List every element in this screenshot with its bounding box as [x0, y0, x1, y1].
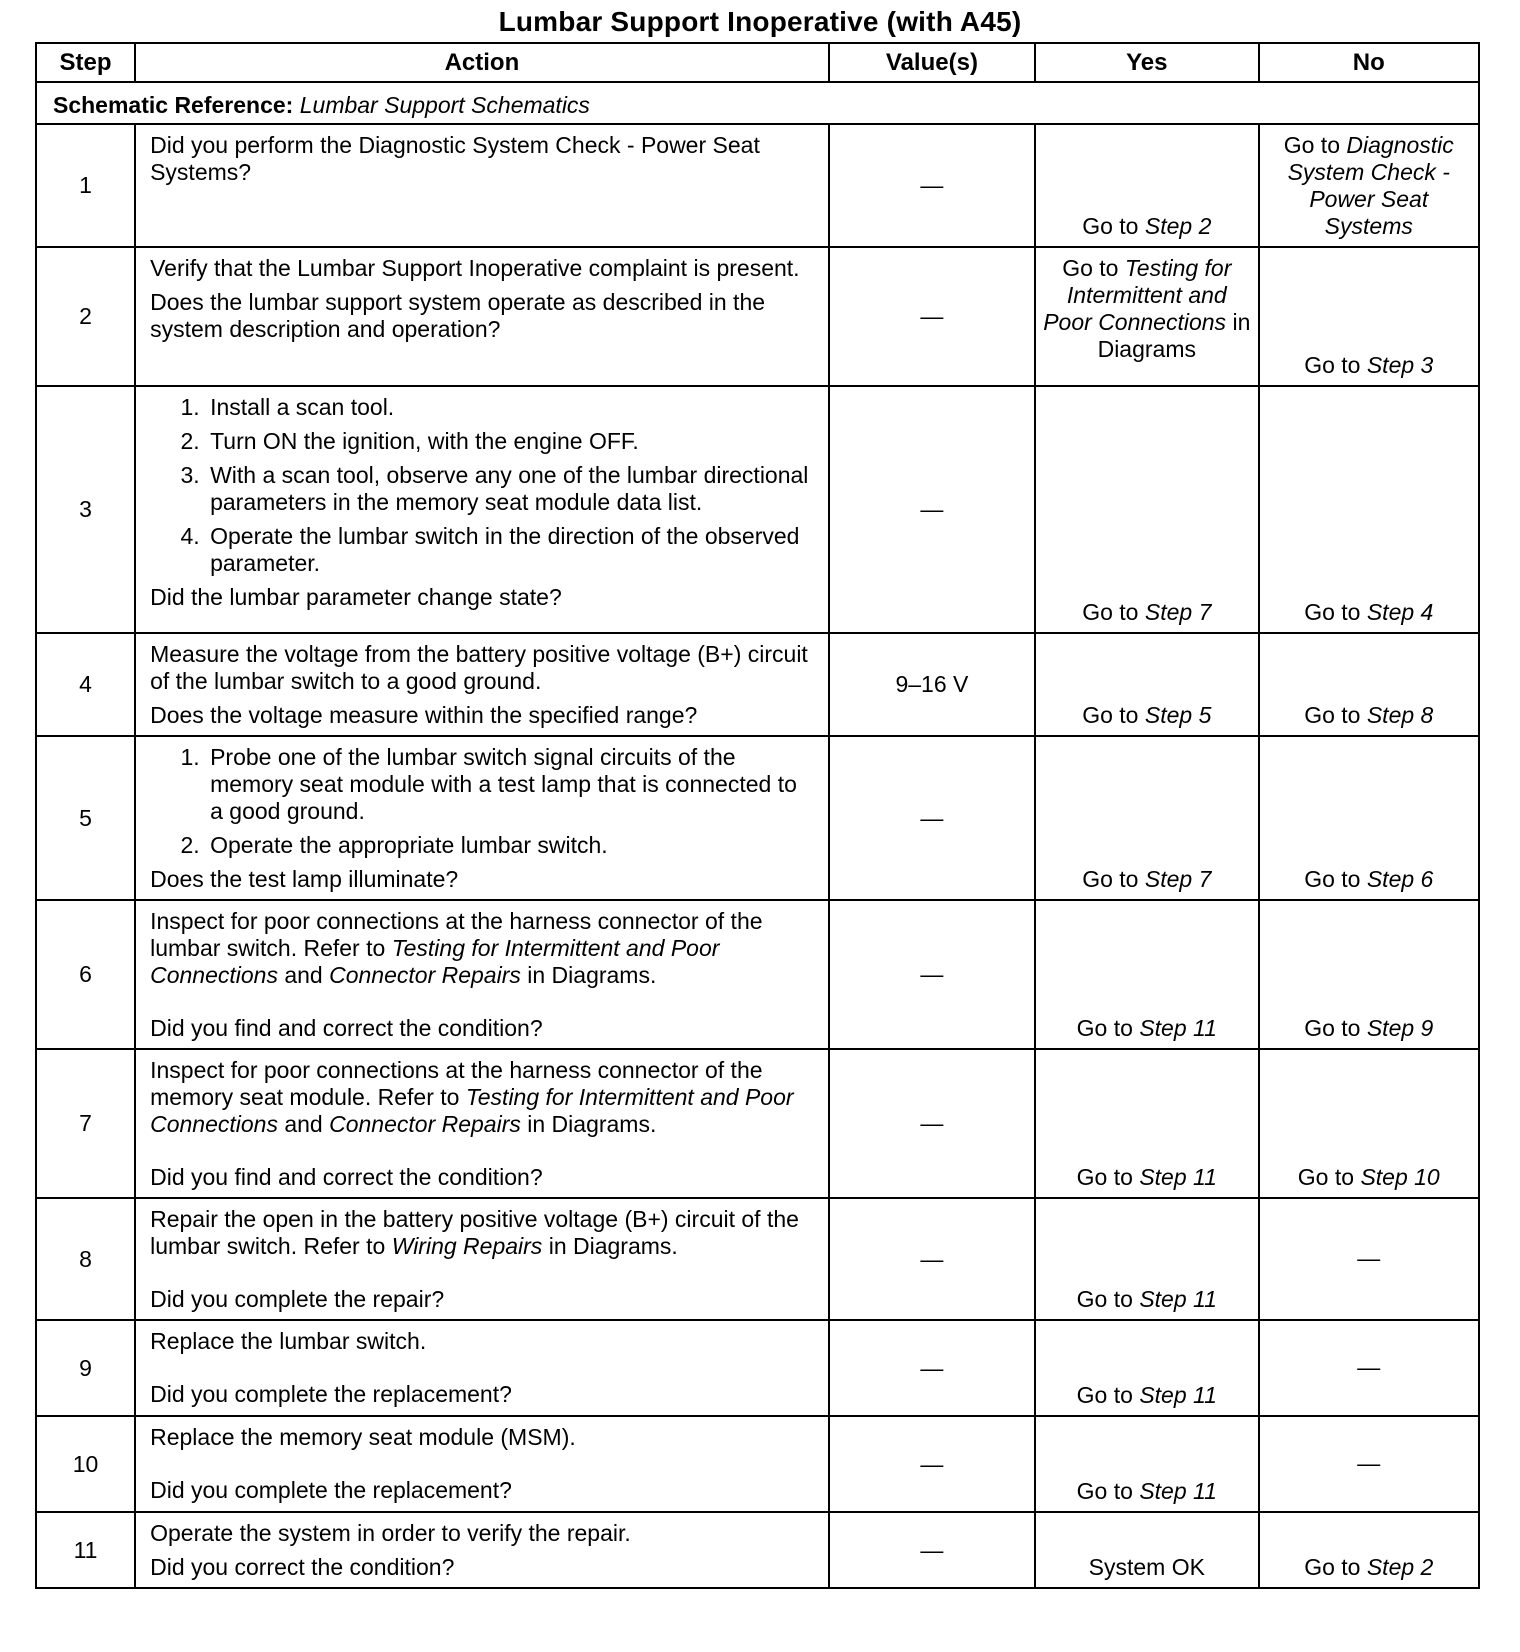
list-item: 1. Install a scan tool. [206, 394, 816, 421]
in-diagrams-text: in Diagrams. [548, 1233, 678, 1259]
no-link[interactable]: Step 2 [1366, 1554, 1434, 1580]
goto-label: Go to [1076, 1382, 1133, 1408]
yes-link[interactable]: Step 11 [1139, 1478, 1217, 1504]
schematic-reference [36, 82, 1479, 124]
value-cell: — [829, 1512, 1035, 1588]
yes-cell [1035, 900, 1258, 1049]
list-item: 3. With a scan tool, observe any one of the lumbar directional parameters in the memory seat module data list. [206, 462, 816, 516]
yes-cell [1035, 1320, 1258, 1416]
step-number: 6 [36, 900, 135, 1049]
action-cell [135, 124, 829, 247]
no-cell [1259, 1512, 1479, 1588]
yes-cell [1035, 1049, 1258, 1198]
step-number: 5 [36, 736, 135, 900]
action-question: Does the test lamp illuminate? [150, 866, 459, 892]
no-link[interactable]: Step 6 [1366, 866, 1434, 892]
action-cell [135, 900, 829, 1049]
yes-cell [1035, 386, 1258, 633]
reference-link[interactable]: Connector Repairs [329, 1111, 521, 1137]
action-text: Verify that the Lumbar Support Inoperative complaint is present. [150, 255, 800, 281]
goto-label: Go to [1082, 599, 1139, 625]
table-row [36, 247, 1479, 386]
and-text: and [284, 1111, 323, 1137]
reference-link[interactable]: Testing for Intermittent and Poor Connections [150, 1084, 794, 1137]
step-number: 9 [36, 1320, 135, 1416]
no-link[interactable]: Step 3 [1366, 352, 1434, 378]
value-cell: — [829, 1320, 1035, 1416]
goto-label: Go to [1304, 866, 1361, 892]
goto-label: Go to [1283, 132, 1340, 158]
table-row [36, 124, 1479, 247]
yes-cell [1035, 124, 1258, 247]
table-row [36, 633, 1479, 736]
value-cell: — [829, 1416, 1035, 1512]
table-row [36, 1049, 1479, 1198]
no-cell: — [1259, 1416, 1479, 1512]
header-values: Value(s) [829, 43, 1035, 82]
yes-cell [1035, 1416, 1258, 1512]
action-question: Did you complete the repair? [150, 1286, 445, 1312]
step-number: 3 [36, 386, 135, 633]
action-cell [135, 633, 829, 736]
and-text: and [284, 962, 323, 988]
list-item: 1. Probe one of the lumbar switch signal circuits of the memory seat module with a test lamp that is connected to a good ground. [206, 744, 816, 825]
value-cell: — [829, 900, 1035, 1049]
goto-label: Go to [1076, 1286, 1133, 1312]
action-text-lead: Inspect for poor connections at the harness connector of the lumbar switch. Refer to [150, 908, 763, 961]
in-diagrams-text: in Diagrams. [527, 1111, 657, 1137]
action-question: Did you complete the replacement? [150, 1477, 512, 1503]
goto-label: Go to [1304, 1015, 1361, 1041]
action-question: Did you correct the condition? [150, 1554, 455, 1580]
action-text-lead: Inspect for poor connections at the harness connector of the memory seat module. Refer to [150, 1057, 763, 1110]
no-link[interactable]: Diagnostic System Check - Power Seat Systems [1287, 132, 1454, 239]
action-text: Operate the system in order to verify the repair. [150, 1520, 631, 1546]
action-text: Did you perform the Diagnostic System Check - Power Seat Systems? [150, 132, 760, 185]
goto-label: Go to [1304, 702, 1361, 728]
no-link[interactable]: Step 8 [1366, 702, 1434, 728]
goto-label: Go to [1082, 866, 1139, 892]
action-text [150, 1206, 816, 1260]
no-link[interactable]: Step 10 [1360, 1164, 1440, 1190]
in-diagrams-text: in Diagrams. [527, 962, 657, 988]
action-cell [135, 1198, 829, 1320]
action-text [150, 1057, 816, 1138]
list-item: 2. Turn ON the ignition, with the engine OFF. [206, 428, 816, 455]
action-question: Did you complete the replacement? [150, 1381, 512, 1407]
step-number: 4 [36, 633, 135, 736]
table-row [36, 1320, 1479, 1416]
yes-cell: System OK [1035, 1512, 1258, 1588]
yes-link[interactable]: Step 11 [1139, 1015, 1217, 1041]
goto-label: Go to [1082, 702, 1139, 728]
page-title: Lumbar Support Inoperative (with A45) [498, 6, 1022, 37]
yes-link[interactable]: Step 7 [1144, 599, 1212, 625]
value-cell: 9–16 V [829, 633, 1035, 736]
header-yes: Yes [1035, 43, 1258, 82]
value-cell: — [829, 1049, 1035, 1198]
goto-label: Go to [1304, 599, 1361, 625]
no-cell [1259, 386, 1479, 633]
yes-cell [1035, 247, 1258, 386]
header-step: Step [36, 43, 135, 82]
action-cell [135, 1320, 829, 1416]
no-link[interactable]: Step 9 [1366, 1015, 1434, 1041]
goto-label: Go to [1062, 255, 1119, 281]
no-cell: — [1259, 1320, 1479, 1416]
goto-label: Go to [1076, 1478, 1133, 1504]
table-row [36, 736, 1479, 900]
yes-suffix: in Diagrams [1097, 309, 1251, 362]
header-no: No [1259, 43, 1479, 82]
goto-label: Go to [1304, 1554, 1361, 1580]
yes-cell [1035, 736, 1258, 900]
no-link[interactable]: Step 4 [1366, 599, 1434, 625]
action-cell [135, 736, 829, 900]
yes-cell [1035, 1198, 1258, 1320]
action-cell [135, 1512, 829, 1588]
yes-link[interactable]: Step 2 [1144, 213, 1212, 239]
action-text: Replace the lumbar switch. [150, 1328, 427, 1354]
header-action: Action [135, 43, 829, 82]
goto-label: Go to [1304, 352, 1361, 378]
yes-link[interactable]: Step 11 [1139, 1164, 1217, 1190]
action-question: Did the lumbar parameter change state? [150, 584, 562, 610]
header-row [36, 43, 1479, 82]
goto-label: Go to [1076, 1015, 1133, 1041]
yes-link[interactable]: Step 11 [1139, 1382, 1217, 1408]
action-cell [135, 386, 829, 633]
step-number: 1 [36, 124, 135, 247]
schematic-reference-link[interactable]: Lumbar Support Schematics [299, 91, 590, 118]
no-cell [1259, 124, 1479, 247]
action-cell [135, 247, 829, 386]
yes-link[interactable]: Testing for Intermittent and Poor Connections [1043, 255, 1232, 335]
action-text: Replace the memory seat module (MSM). [150, 1424, 576, 1450]
list-item: 2. Operate the appropriate lumbar switch. [206, 832, 816, 859]
list-item: 4. Operate the lumbar switch in the direction of the observed parameter. [206, 523, 816, 577]
table-row [36, 1512, 1479, 1588]
action-question: Does the voltage measure within the specified range? [150, 702, 698, 728]
table-row [36, 386, 1479, 633]
action-question: Did you find and correct the condition? [150, 1164, 543, 1190]
action-steps-list [150, 744, 816, 859]
action-cell [135, 1049, 829, 1198]
schematic-reference-label: Schematic Reference: [53, 91, 294, 118]
reference-link[interactable]: Connector Repairs [329, 962, 521, 988]
step-number: 8 [36, 1198, 135, 1320]
table-row [36, 1198, 1479, 1320]
goto-label: Go to [1076, 1164, 1133, 1190]
yes-link[interactable]: Step 7 [1144, 866, 1212, 892]
action-question: Did you find and correct the condition? [150, 1015, 543, 1041]
yes-link[interactable]: Step 5 [1144, 702, 1212, 728]
no-cell [1259, 633, 1479, 736]
schematic-reference-row [36, 82, 1479, 124]
action-cell [135, 1416, 829, 1512]
no-cell [1259, 736, 1479, 900]
value-cell: — [829, 124, 1035, 247]
table-row [36, 900, 1479, 1049]
action-question: Does the lumbar support system operate as described in the system description and operation? [150, 289, 766, 342]
value-cell: — [829, 247, 1035, 386]
action-steps-list [150, 394, 816, 577]
no-cell [1259, 247, 1479, 386]
value-cell: — [829, 736, 1035, 900]
step-number: 11 [36, 1512, 135, 1588]
yes-cell [1035, 633, 1258, 736]
goto-label: Go to [1082, 213, 1139, 239]
no-cell [1259, 1049, 1479, 1198]
action-text-lead: Repair the open in the battery positive voltage (B+) circuit of the lumbar switch. Refer to [150, 1206, 799, 1259]
step-number: 2 [36, 247, 135, 386]
no-cell [1259, 900, 1479, 1049]
table-row [36, 1416, 1479, 1512]
value-cell: — [829, 1198, 1035, 1320]
action-text: Measure the voltage from the battery positive voltage (B+) circuit of the lumbar switch to a good ground. [150, 641, 808, 694]
step-number: 7 [36, 1049, 135, 1198]
goto-label: Go to [1297, 1164, 1355, 1190]
action-text [150, 908, 816, 989]
reference-link[interactable]: Testing for Intermittent and Poor Connections [150, 935, 720, 988]
step-number: 10 [36, 1416, 135, 1512]
yes-link[interactable]: Step 11 [1139, 1286, 1217, 1312]
diagnostic-table [35, 42, 1480, 1589]
reference-link[interactable]: Wiring Repairs [391, 1233, 543, 1259]
no-cell: — [1259, 1198, 1479, 1320]
value-cell: — [829, 386, 1035, 633]
